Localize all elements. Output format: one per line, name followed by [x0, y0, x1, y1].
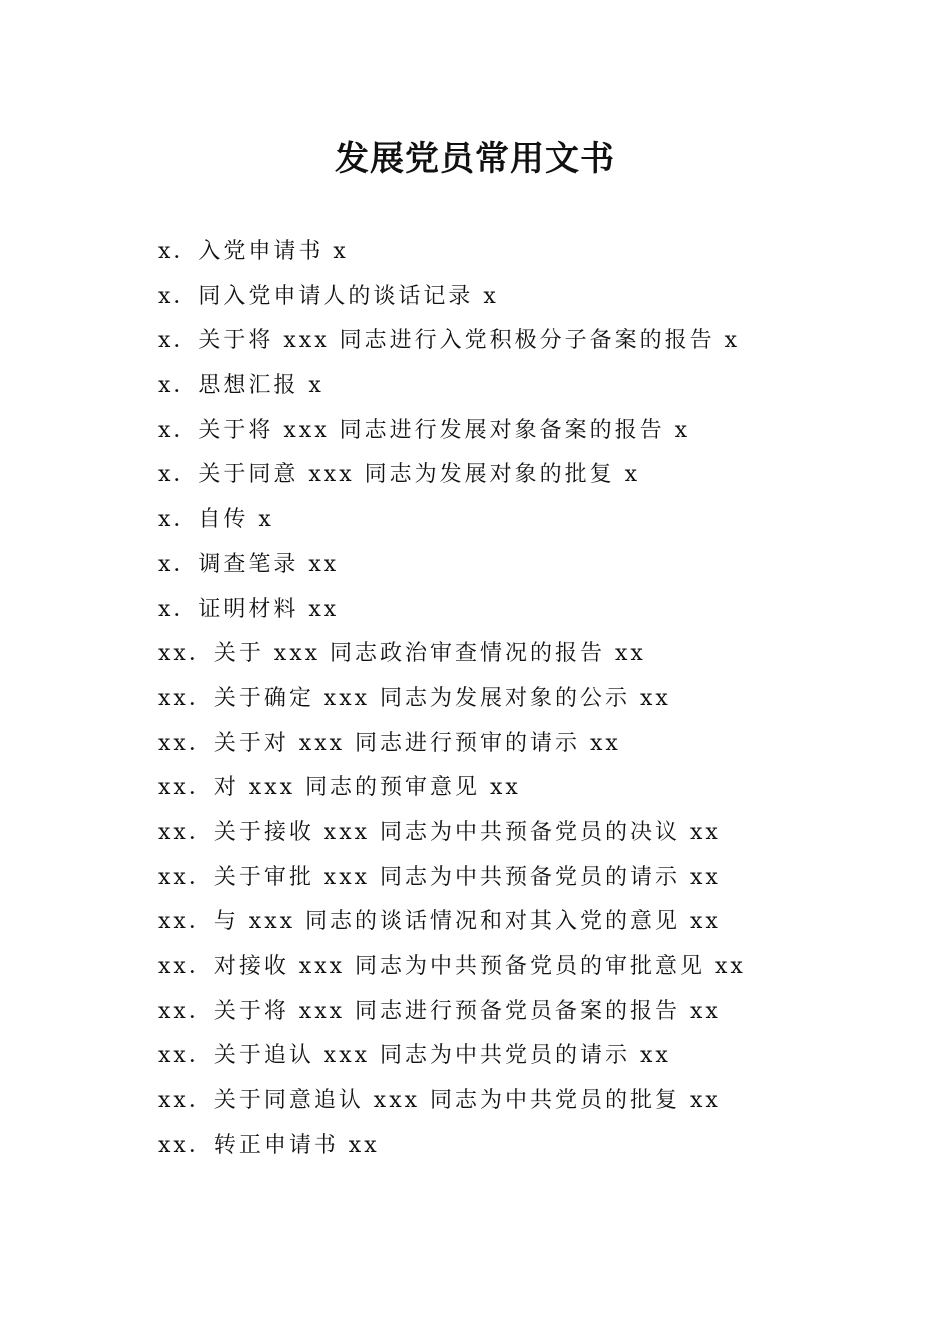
toc-item: x．调查笔录 xx — [158, 551, 340, 577]
toc-item: xx．关于 xxx 同志政治审查情况的报告 xx — [158, 641, 646, 667]
toc-item: xx．关于确定 xxx 同志为发展对象的公示 xx — [158, 685, 671, 711]
toc-item: xx．关于将 xxx 同志进行预备党员备案的报告 xx — [158, 998, 721, 1024]
toc-item: xx．与 xxx 同志的谈话情况和对其入党的意见 xx — [158, 909, 721, 935]
toc-item: x．关于将 xxx 同志进行发展对象备案的报告 x — [158, 417, 691, 443]
toc-item: x．自传 x — [158, 507, 274, 533]
toc-item: xx．关于接收 xxx 同志为中共预备党员的决议 xx — [158, 819, 721, 845]
toc-item: xx．关于追认 xxx 同志为中共党员的请示 xx — [158, 1043, 671, 1069]
toc-item: xx．关于对 xxx 同志进行预审的请示 xx — [158, 730, 621, 756]
table-of-contents — [158, 230, 858, 1168]
toc-item: x．关于将 xxx 同志进行入党积极分子备案的报告 x — [158, 328, 741, 354]
toc-item: x．关于同意 xxx 同志为发展对象的批复 x — [158, 462, 641, 488]
toc-item: xx．对接收 xxx 同志为中共预备党员的审批意见 xx — [158, 954, 746, 979]
toc-item: x．入党申请书 x — [158, 239, 349, 264]
toc-item: xx．对 xxx 同志的预审意见 xx — [158, 775, 521, 801]
toc-item: xx．关于同意追认 xxx 同志为中共党员的批复 xx — [158, 1088, 721, 1114]
toc-item: xx．关于审批 xxx 同志为中共预备党员的请示 xx — [158, 864, 721, 890]
toc-item: x．思想汇报 x — [158, 373, 324, 399]
toc-item: xx．转正申请书 xx — [158, 1132, 380, 1158]
toc-item: x．同入党申请人的谈话记录 x — [158, 283, 499, 309]
toc-item: x．证明材料 xx — [158, 596, 340, 622]
document-title: 发展党员常用文书 — [335, 139, 615, 179]
